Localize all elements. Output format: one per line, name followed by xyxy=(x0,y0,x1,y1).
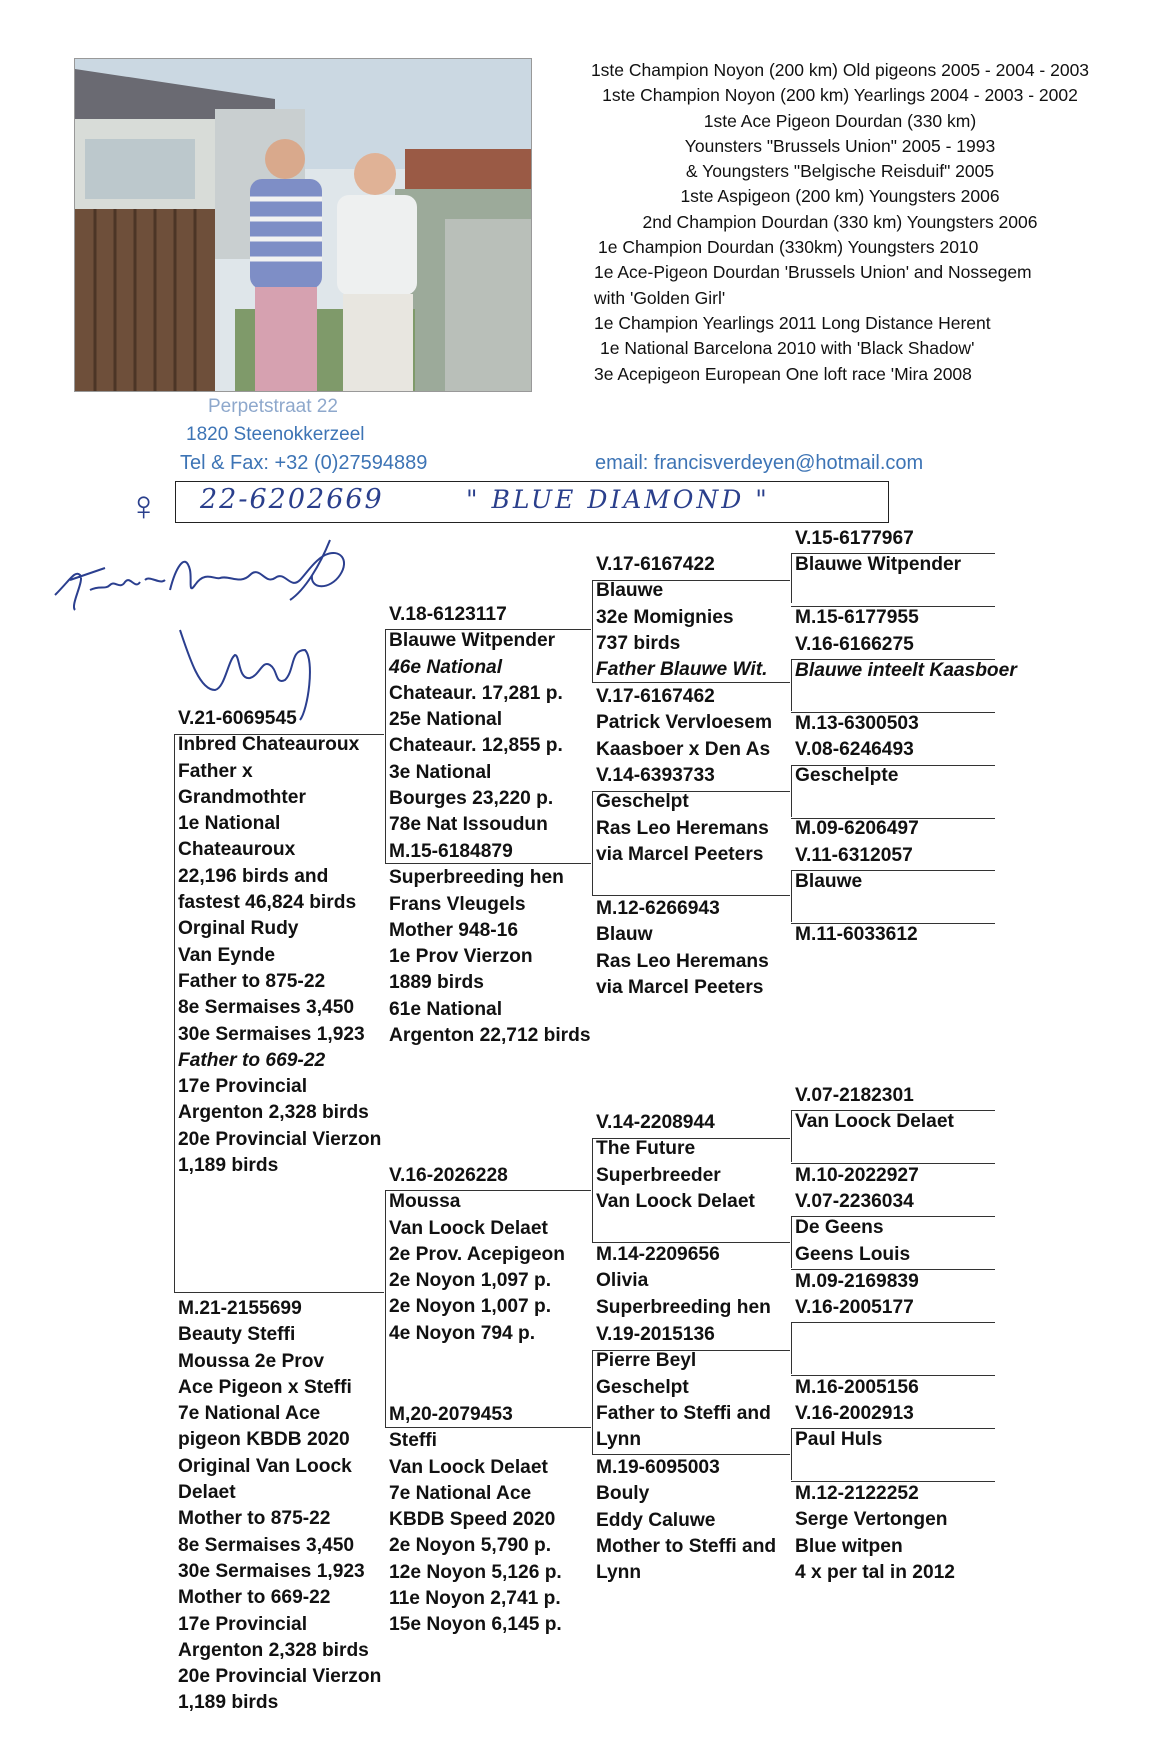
pedigree-line: 30e Sermaises 1,923 xyxy=(178,1023,365,1045)
pedigree-line: Blauwe Witpender xyxy=(795,554,962,576)
achievement-line: 1e Champion Yearlings 2011 Long Distance Herent xyxy=(594,312,991,333)
pedigree-line: Patrick Vervloesem xyxy=(596,712,773,734)
pedigree-line: Olivia xyxy=(596,1270,649,1292)
pedigree-line: Steffi xyxy=(389,1430,437,1452)
ring-number: V.19-2015136 xyxy=(596,1324,715,1345)
pedigree-line: 4e Noyon 794 p. xyxy=(389,1322,536,1344)
col4-r6 xyxy=(795,816,919,842)
pedigree-line: Geens Louis xyxy=(795,1243,911,1265)
pedigree-line: The Future xyxy=(596,1138,696,1160)
pedigree-line: Mother 948-16 xyxy=(389,919,519,941)
pedigree-line: Moussa 2e Prov xyxy=(178,1350,325,1372)
female-icon: ♀ xyxy=(128,482,160,529)
pedigree-line: Blauwe xyxy=(795,871,863,893)
pedigree-line: Van Loock Delaet xyxy=(596,1190,755,1212)
pedigree-line: Mother to 669-22 xyxy=(178,1587,331,1609)
pigeon-name-handwritten: " BLUE DIAMOND " xyxy=(466,485,770,514)
ring-number: M.10-2022927 xyxy=(795,1165,919,1186)
pedigree-line: 1,189 birds xyxy=(178,1155,279,1177)
pedigree-line: 1,189 birds xyxy=(178,1692,279,1714)
ring-number: M.09-6206497 xyxy=(795,818,919,839)
pedigree-line: KBDB Speed 2020 xyxy=(389,1509,556,1531)
pedigree-line: Van Loock Delaet xyxy=(795,1111,954,1133)
pedigree-line: Frans Vleugels xyxy=(389,893,526,915)
col3-e xyxy=(596,1110,755,1215)
pedigree-line: Father to 669-22 xyxy=(178,1049,326,1071)
pedigree-line: 20e Provincial Vierzon xyxy=(178,1666,382,1688)
pedigree-line: Eddy Caluwe xyxy=(596,1509,716,1531)
pedigree-line: 32e Momignies xyxy=(596,606,734,628)
achievement-line: 2nd Champion Dourdan (330 km) Youngsters 2006 xyxy=(642,211,1038,232)
pedigree-line: 46e National xyxy=(389,656,503,678)
ring-number: M,20-2079453 xyxy=(389,1404,513,1425)
col3-c xyxy=(596,763,769,868)
achievements-list xyxy=(560,58,1120,387)
ring-number: M.09-2169839 xyxy=(795,1271,919,1292)
pedigree-line: 1e National xyxy=(178,813,281,835)
pedigree-line: 2e Noyon 1,007 p. xyxy=(389,1296,552,1318)
col1-sire xyxy=(178,706,381,1179)
col2-d xyxy=(389,1402,562,1639)
pedigree-line: Moussa xyxy=(389,1191,461,1213)
pedigree-line: Chateaur. 17,281 p. xyxy=(389,682,563,704)
pedigree-line: Van Eynde xyxy=(178,944,276,966)
ring-box xyxy=(175,481,889,523)
tel-fax: Tel & Fax: +32 (0)27594889 xyxy=(180,452,428,474)
col4-r16 xyxy=(795,1481,955,1586)
col4-r12 xyxy=(795,1269,919,1295)
pedigree-line: Blauwe inteelt Kaasboer xyxy=(795,660,1017,682)
pedigree-line: 20e Provincial Vierzon xyxy=(178,1128,382,1150)
pedigree-line: Geschelpte xyxy=(795,765,899,787)
pedigree-line: Van Loock Delaet xyxy=(389,1456,548,1478)
pedigree-line: 17e Provincial xyxy=(178,1076,308,1098)
signature-svg xyxy=(50,520,370,730)
signature xyxy=(50,520,370,735)
pedigree-line: Father Blauwe Wit. xyxy=(596,659,768,681)
pedigree-line: Ace Pigeon x Steffi xyxy=(178,1376,352,1398)
ring-number: V.16-2026228 xyxy=(389,1165,508,1186)
pedigree-line: Father to 875-22 xyxy=(178,970,326,992)
pedigree-line: 7e National Ace xyxy=(389,1482,532,1504)
achievement-line: 1ste Champion Noyon (200 km) Yearlings 2004 - 2003 - 2002 xyxy=(602,85,1078,106)
ring-number: V.16-6166275 xyxy=(795,634,914,655)
col3-h xyxy=(596,1455,776,1586)
ring-number: V.16-2005177 xyxy=(795,1297,914,1318)
loft-photo-svg xyxy=(75,59,531,391)
ring-number: M.14-2209656 xyxy=(596,1244,720,1265)
pedigree-line: 78e Nat Issoudun xyxy=(389,814,548,836)
pedigree-line: 61e National xyxy=(389,998,503,1020)
pedigree-line: 12e Noyon 5,126 p. xyxy=(389,1561,562,1583)
achievement-line: 1ste Ace Pigeon Dourdan (330 km) xyxy=(703,110,977,131)
ring-number: V.07-2236034 xyxy=(795,1191,914,1212)
col4-r11 xyxy=(795,1189,914,1268)
pedigree-line: Grandmothter xyxy=(178,786,306,808)
pedigree-line: Chateauroux xyxy=(178,839,296,861)
achievement-line: Younsters "Brussels Union" 2005 - 1993 xyxy=(684,135,996,156)
pedigree-line: Van Loock Delaet xyxy=(389,1217,548,1239)
ring-number: M.15-6184879 xyxy=(389,841,513,862)
pedigree-line: Father x xyxy=(178,760,253,782)
col3-g xyxy=(596,1322,771,1453)
pedigree-line: 15e Noyon 6,145 p. xyxy=(389,1614,562,1636)
ring-number: V.18-6123117 xyxy=(389,604,507,625)
ring-number: V.11-6312057 xyxy=(795,845,913,866)
address-city: 1820 Steenokkerzeel xyxy=(186,424,365,445)
pedigree-line: Father to Steffi and xyxy=(596,1402,771,1424)
email: email: francisverdeyen@hotmail.com xyxy=(595,452,924,474)
pedigree-line: 25e National xyxy=(389,709,503,731)
pedigree-line: Pierre Beyl xyxy=(596,1350,697,1372)
col2-b xyxy=(389,839,591,1049)
ring-number: V.17-6167462 xyxy=(596,686,715,707)
ring-number-handwritten: 22-6202669 xyxy=(200,484,384,515)
col4-r8 xyxy=(795,922,918,948)
pedigree-line: 737 birds xyxy=(596,632,681,654)
pedigree-line: 8e Sermaises 3,450 xyxy=(178,1534,355,1556)
pedigree-line: De Geens xyxy=(795,1217,884,1239)
pedigree-line: Paul Huls xyxy=(795,1429,883,1451)
achievement-line: 1e National Barcelona 2010 with 'Black Shadow' xyxy=(600,338,975,359)
ring-number: V.17-6167422 xyxy=(596,554,715,575)
col3-a xyxy=(596,552,767,683)
pedigree-line: Kaasboer x Den As xyxy=(596,738,771,760)
pedigree-line: Original Van Loock xyxy=(178,1455,352,1477)
achievement-line: 1e Champion Dourdan (330km) Youngsters 2010 xyxy=(598,237,979,258)
pedigree-line: 30e Sermaises 1,923 xyxy=(178,1560,365,1582)
pedigree-line: Blauwe Witpender xyxy=(389,630,556,652)
pedigree-line: Ras Leo Heremans xyxy=(596,950,769,972)
pedigree-line: Mother to Steffi and xyxy=(596,1535,777,1557)
pedigree-line: Mother to 875-22 xyxy=(178,1508,331,1530)
pedigree-line: 1e Prov Vierzon xyxy=(389,946,533,968)
pedigree-line: Argenton 2,328 birds xyxy=(178,1102,369,1124)
pedigree-line: Blauwe xyxy=(596,580,664,602)
pedigree-line: Lynn xyxy=(596,1429,642,1451)
pedigree-line: Chateaur. 12,855 p. xyxy=(389,735,563,757)
pedigree-line: via Marcel Peeters xyxy=(596,843,764,865)
pedigree-line: 22,196 birds and xyxy=(178,865,329,887)
pedigree-line: Superbreeding hen xyxy=(389,867,564,889)
col3-b xyxy=(596,684,772,763)
pedigree-line: 4 x per tal in 2012 xyxy=(795,1561,955,1583)
pedigree-line: 17e Provincial xyxy=(178,1613,308,1635)
ring-number: V.21-6069545 xyxy=(178,708,297,729)
pedigree-line: pigeon KBDB 2020 xyxy=(178,1429,350,1451)
ring-number: V.15-6177967 xyxy=(795,528,914,549)
achievement-line: 1ste Aspigeon (200 km) Youngsters 2006 xyxy=(680,186,1000,207)
ring-number: M.15-6177955 xyxy=(795,607,919,628)
pedigree-line: Bourges 23,220 p. xyxy=(389,788,554,810)
ring-number: V.07-2182301 xyxy=(795,1085,914,1106)
pedigree-line: Geschelpt xyxy=(596,1376,689,1398)
col4-r10 xyxy=(795,1163,919,1189)
pedigree-line: Serge Vertongen xyxy=(795,1509,948,1531)
pedigree-line: 2e Prov. Acepigeon xyxy=(389,1243,565,1265)
ring-number: V.08-6246493 xyxy=(795,739,914,760)
col2-a xyxy=(389,602,563,839)
col4-r2 xyxy=(795,605,919,631)
ring-number: V.14-2208944 xyxy=(596,1112,715,1133)
col4-r4 xyxy=(795,711,919,737)
col1-dam xyxy=(178,1296,381,1717)
ring-number: M.21-2155699 xyxy=(178,1298,302,1319)
col3-d xyxy=(596,896,769,1001)
loft-photo xyxy=(74,58,532,392)
ring-number: M.11-6033612 xyxy=(795,924,918,945)
pedigree-line: 11e Noyon 2,741 p. xyxy=(389,1588,561,1610)
achievement-line: 3e Acepigeon European One loft race 'Mira 2008 xyxy=(594,363,972,384)
ring-number: M.19-6095003 xyxy=(596,1457,720,1478)
pedigree-line: Lynn xyxy=(596,1562,642,1584)
ring-number: M.12-2122252 xyxy=(795,1483,919,1504)
col4-r13 xyxy=(795,1295,914,1321)
pedigree-line: Superbreeding hen xyxy=(596,1296,771,1318)
col4-r5 xyxy=(795,737,914,790)
ring-number: M.12-6266943 xyxy=(596,898,720,919)
ring-number: M.13-6300503 xyxy=(795,713,919,734)
pedigree-line: Argenton 2,328 birds xyxy=(178,1639,369,1661)
pedigree-line: Geschelpt xyxy=(596,791,689,813)
pedigree-line: 2e Noyon 5,790 p. xyxy=(389,1535,552,1557)
achievement-line: & Youngsters "Belgische Reisduif" 2005 xyxy=(685,161,995,182)
pedigree-line: Beauty Steffi xyxy=(178,1324,296,1346)
pedigree-line: Argenton 22,712 birds xyxy=(389,1025,591,1047)
pedigree-line: 1889 birds xyxy=(389,972,484,994)
pedigree-line: 7e National Ace xyxy=(178,1403,321,1425)
pedigree-line: Bouly xyxy=(596,1483,650,1505)
pedigree-line: 8e Sermaises 3,450 xyxy=(178,997,355,1019)
col3-f xyxy=(596,1242,771,1321)
pedigree-line: 2e Noyon 1,097 p. xyxy=(389,1270,552,1292)
pedigree-line: fastest 46,824 birds xyxy=(178,892,357,914)
ring-number: V.16-2002913 xyxy=(795,1403,914,1424)
pedigree-line: 3e National xyxy=(389,761,492,783)
achievement-line: with 'Golden Girl' xyxy=(594,287,726,308)
achievement-line: 1ste Champion Noyon (200 km) Old pigeons 2005 - 2004 - 2003 xyxy=(590,60,1090,80)
ring-number: M.16-2005156 xyxy=(795,1377,919,1398)
pedigree-line: Blauw xyxy=(596,924,653,946)
pedigree-line: Orginal Rudy xyxy=(178,918,299,940)
pedigree-line: Ras Leo Heremans xyxy=(596,817,769,839)
achievement-line: 1e Ace-Pigeon Dourdan 'Brussels Union' and Nossegem xyxy=(594,262,1032,283)
pedigree-line: Inbred Chateauroux xyxy=(178,734,360,756)
col4-r14 xyxy=(795,1375,919,1401)
pedigree-line: via Marcel Peeters xyxy=(596,976,764,998)
pedigree-line: Delaet xyxy=(178,1482,236,1504)
pedigree-line: Blue witpen xyxy=(795,1535,903,1557)
pedigree-line: Superbreeder xyxy=(596,1164,721,1186)
address-street: Perpetstraat 22 xyxy=(208,396,338,417)
ring-number: V.14-6393733 xyxy=(596,765,715,786)
